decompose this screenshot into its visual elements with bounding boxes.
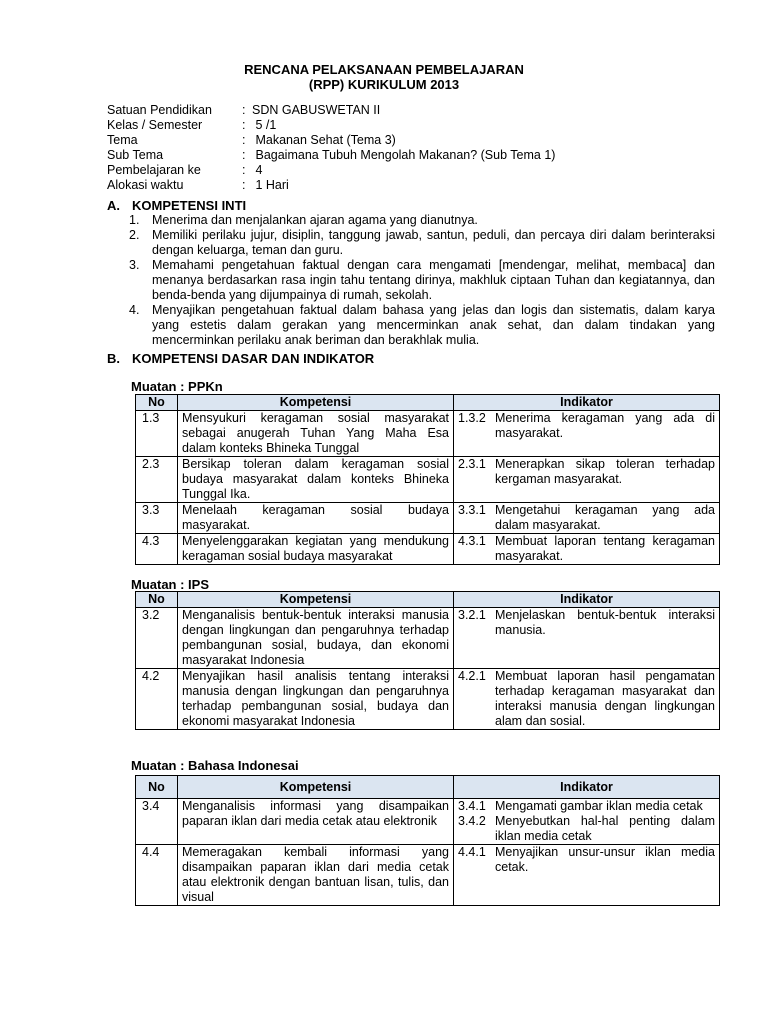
indikator-text: Menjelaskan bentuk-bentuk interaksi manusia. [495,608,715,637]
indikator-item [458,799,715,814]
header-indikator: Indikator [454,592,720,608]
table-row [136,608,720,669]
muatan-bahasa-label: Muatan : Bahasa Indonesai [131,758,299,773]
table-ppkn [135,394,720,565]
header-indikator: Indikator [454,776,720,799]
cell-kompetensi: Bersikap toleran dalam keragaman sosial budaya masyarakat dalam konteks Bhineka Tunggal Ika. [178,457,454,503]
meta-value: 4 [255,163,263,177]
meta-key: Satuan Pendidikan [107,103,212,117]
document-title: RENCANA PELAKSANAAN PEMBELAJARAN [244,62,524,77]
indikator-text: Membuat laporan tentang keragaman masyarakat. [495,534,715,563]
meta-row-alokasi [107,178,555,193]
document-subtitle: (RPP) KURIKULUM 2013 [308,77,460,92]
cell-kompetensi: Mensyukuri keragaman sosial masyarakat sebagai anugerah Tuhan Yang Maha Esa dalam konteks Bhineka Tunggal [178,411,454,457]
cell-indikator [454,503,720,534]
header-no: No [136,395,178,411]
indikator-code: 3.2.1 [458,608,486,622]
cell-indikator [454,411,720,457]
cell-kompetensi: Menganalisis bentuk-bentuk interaksi manusia dengan lingkungan dan pengaruhnya terhadap pembangunan sosial, budaya, dan ekonomi masyarakat Indonesia [178,608,454,669]
table-row [136,669,720,730]
cell-indikator [454,799,720,845]
indikator-code: 4.4.1 [458,845,486,859]
indikator-item [458,814,715,844]
cell-kompetensi: Menganalisis informasi yang disampaikan paparan iklan dari media cetak atau elektronik [178,799,454,845]
list-item [129,228,715,258]
indikator-text: Membuat laporan hasil pengamatan terhadap keragaman masyarakat dan interaksi manusia dengan lingkungan alam dan sosial. [495,669,715,728]
table-row [136,457,720,503]
meta-value: Bagaimana Tubuh Mengolah Makanan? (Sub Tema 1) [255,148,556,162]
indikator-text: Menerapkan sikap toleran terhadap kergaman masyarakat. [495,457,715,486]
meta-row-pembelajaran [107,163,555,178]
table-row [136,534,720,565]
header-kompetensi: Kompetensi [178,395,454,411]
indikator-code: 3.3.1 [458,503,486,517]
meta-colon: : [242,103,246,117]
cell-no: 3.2 [136,608,178,669]
cell-indikator [454,669,720,730]
cell-indikator [454,608,720,669]
meta-key: Sub Tema [107,148,164,162]
identity-block [107,103,555,193]
cell-kompetensi: Menelaah keragaman sosial budaya masyarakat. [178,503,454,534]
indikator-code: 1.3.2 [458,411,486,425]
list-item [129,213,715,228]
indikator-item [458,503,715,533]
indikator-code: 3.4.2 [458,814,486,828]
section-letter: A. [107,198,120,213]
table-bahasa-indonesia [135,775,720,906]
header-kompetensi: Kompetensi [178,776,454,799]
meta-value: 5 /1 [255,118,277,132]
meta-row-kelas [107,118,555,133]
list-number: 1. [129,213,140,227]
meta-row-satuan [107,103,555,118]
table-header-row [136,776,720,799]
table-row [136,845,720,906]
meta-colon: : [242,133,246,147]
table-header-row [136,592,720,608]
cell-kompetensi: Menyajikan hasil analisis tentang interaksi manusia dengan lingkungan dan pengaruhnya terhadap pembangunan sosial, budaya dan ekonomi masyarakat Indonesia [178,669,454,730]
indikator-text: Menyajikan unsur-unsur iklan media cetak. [495,845,715,874]
cell-no: 4.3 [136,534,178,565]
indikator-item [458,845,715,875]
list-text: Memiliki perilaku jujur, disiplin, tanggung jawab, santun, peduli, dan percaya diri dalam berinteraksi dengan keluarga, teman dan guru. [152,228,715,257]
list-number: 4. [129,303,140,317]
indikator-item [458,608,715,638]
header-kompetensi: Kompetensi [178,592,454,608]
cell-kompetensi: Menyelenggarakan kegiatan yang mendukung keragaman sosial budaya masyarakat [178,534,454,565]
indikator-code: 4.2.1 [458,669,486,683]
meta-key: Kelas / Semester [107,118,203,132]
cell-indikator [454,457,720,503]
indikator-text: Mengetahui keragaman yang ada dalam masyarakat. [495,503,715,532]
meta-key: Alokasi waktu [107,178,184,192]
indikator-item [458,411,715,441]
cell-no: 3.3 [136,503,178,534]
list-number: 2. [129,228,140,242]
indikator-item [458,534,715,564]
muatan-ips-label: Muatan : IPS [131,577,210,592]
section-b-heading [107,351,374,366]
muatan-ppkn-label: Muatan : PPKn [131,379,223,394]
indikator-text: Mengamati gambar iklan media cetak [495,799,703,813]
section-a-heading [107,198,246,213]
cell-no: 4.4 [136,845,178,906]
section-title: KOMPETENSI INTI [132,198,247,213]
cell-kompetensi: Memeragakan kembali informasi yang disampaikan paparan iklan dari media cetak atau elektronik dengan bantuan lisan, tulis, dan visual [178,845,454,906]
list-text: Memahami pengetahuan faktual dengan cara mengamati [mendengar, melihat, membaca] dan menanya berdasarkan rasa ingin tahu tentang dirinya, makhluk ciptaan Tuhan dan kegiatannya, dan benda-benda yang dijumpainya di rumah, sekolah. [152,258,715,302]
meta-key: Tema [107,133,138,147]
list-number: 3. [129,258,140,272]
meta-value: SDN GABUSWETAN II [252,103,381,117]
cell-no: 1.3 [136,411,178,457]
table-row [136,503,720,534]
table-row [136,799,720,845]
table-row [136,411,720,457]
cell-no: 3.4 [136,799,178,845]
table-ips [135,591,720,730]
header-no: No [136,776,178,799]
meta-key: Pembelajaran ke [107,163,201,177]
meta-value: Makanan Sehat (Tema 3) [255,133,396,147]
cell-indikator [454,845,720,906]
meta-value: 1 Hari [255,178,289,192]
list-item [129,258,715,303]
list-text: Menyajikan pengetahuan faktual dalam bahasa yang jelas dan logis dan sistematis, dalam karya yang estetis dalam gerakan yang mencerminkan anak sehat, dan dalam tindakan yang mencerminkan perilaku anak beriman dan berakhlak mulia. [152,303,715,347]
indikator-code: 4.3.1 [458,534,486,548]
list-item [129,303,715,348]
meta-colon: : [242,163,246,177]
cell-indikator [454,534,720,565]
meta-row-subtema [107,148,555,163]
header-no: No [136,592,178,608]
indikator-text: Menyebutkan hal-hal penting dalam iklan media cetak [495,814,715,843]
header-indikator: Indikator [454,395,720,411]
meta-colon: : [242,118,246,132]
meta-colon: : [242,178,246,192]
section-title: KOMPETENSI DASAR DAN INDIKATOR [132,351,375,366]
meta-row-tema [107,133,555,148]
table-header-row [136,395,720,411]
cell-no: 2.3 [136,457,178,503]
list-text: Menerima dan menjalankan ajaran agama yang dianutnya. [152,213,478,227]
cell-no: 4.2 [136,669,178,730]
kompetensi-inti-list [129,213,715,348]
indikator-item [458,457,715,487]
indikator-item [458,669,715,729]
indikator-code: 3.4.1 [458,799,486,813]
section-letter: B. [107,351,120,366]
indikator-text: Menerima keragaman yang ada di masyarakat. [495,411,715,440]
indikator-code: 2.3.1 [458,457,486,471]
meta-colon: : [242,148,246,162]
